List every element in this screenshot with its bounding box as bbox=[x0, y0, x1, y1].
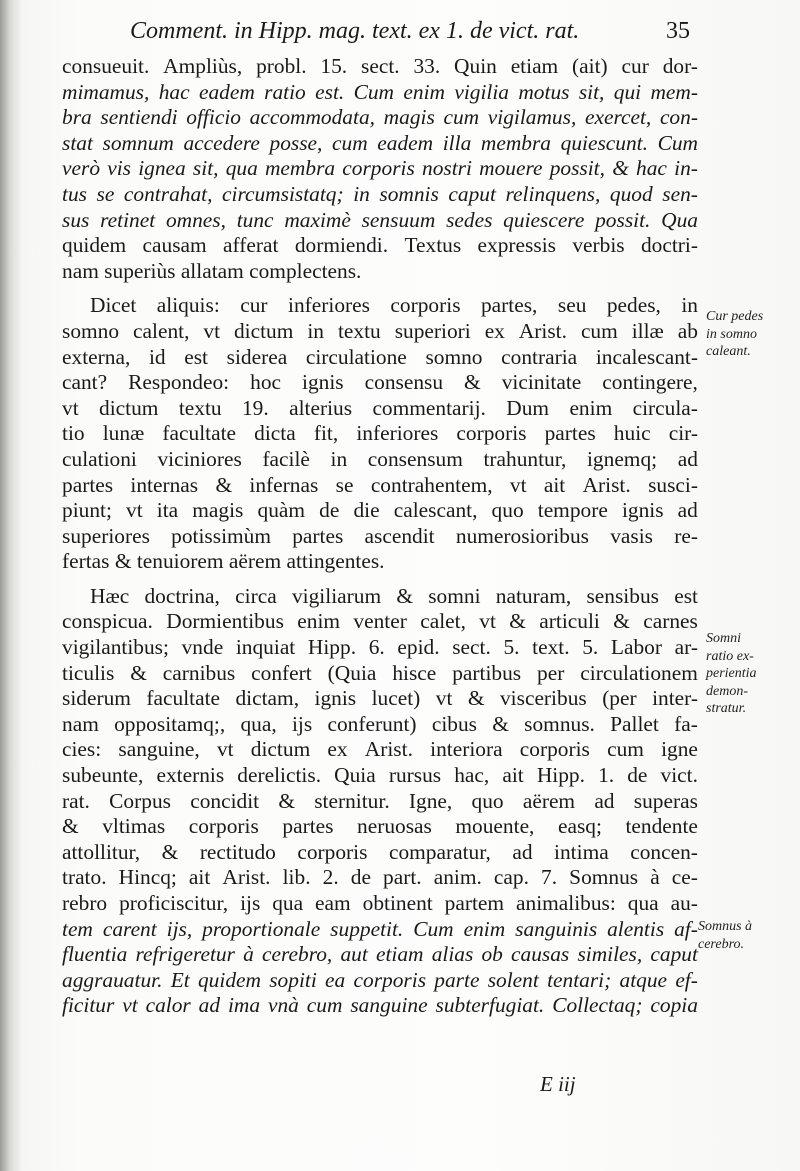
margin-note-line: ratio ex- bbox=[706, 648, 754, 664]
margin-note-line: perientia bbox=[706, 666, 757, 681]
text-line: Dicet aliquis: cur inferiores corporis partes, seu pedes, in bbox=[90, 293, 698, 318]
margin-note-somni-ratio bbox=[706, 630, 757, 718]
text-line: vigilantibus; vnde inquiat Hipp. 6. epid. sect. 5. text. 5. Labor ar- bbox=[62, 635, 698, 660]
margin-note-line: in somno bbox=[706, 326, 757, 342]
text-line: externa, id est siderea circulatione somno contraria incalescant- bbox=[62, 344, 698, 369]
margin-note-somnus-cerebro bbox=[698, 918, 752, 953]
text-line: culationi viciniores facilè in consensum trahuntur, ignemq; ad bbox=[62, 446, 698, 471]
text-line: quidem causam afferat dormiendi. Textus expressis verbis doctri- bbox=[62, 233, 698, 258]
text-line: rebro proficiscitur, ijs qua eam obtinent partem animalibus: qua au- bbox=[62, 891, 698, 915]
text-line: nam oppositamq;, qua, ijs conferunt) cibus & somnus. Pallet fa- bbox=[62, 711, 698, 736]
margin-note-line: Somnus à bbox=[698, 919, 753, 934]
margin-note-line: cerebro. bbox=[698, 936, 744, 952]
text-line: tem carent ijs, proportionale suppetit. Cum enim sanguinis alentis af- bbox=[62, 916, 698, 941]
margin-note-line: Somni bbox=[706, 631, 741, 646]
text-line: fluentia refrigeretur à cerebro, aut etiam alias ob causas similes, caput bbox=[62, 942, 698, 967]
text-line: partes internas & infernas se contrahentem, vt ait Arist. susci- bbox=[62, 472, 698, 497]
text-line: siderum facultate dictam, ignis lucet) vt & visceribus (per inter- bbox=[62, 686, 698, 711]
text-line: conspicua. Dormientibus enim venter calet, vt & articuli & carnes bbox=[62, 609, 698, 634]
signature-mark: E iij bbox=[540, 1072, 576, 1096]
margin-note-line: Cur pedes bbox=[706, 309, 764, 324]
text-line: superiores potissimùm partes ascendit numerosioribus vasis re- bbox=[62, 523, 698, 548]
text-line: bra sentiendi officio accommodata, magis cum vigilamus, exercet, con- bbox=[62, 105, 698, 130]
running-title: Comment. in Hipp. mag. text. ex 1. de vict. rat. bbox=[130, 18, 580, 44]
text-line: attollitur, & rectitudo corporis comparatur, ad intima concen- bbox=[62, 839, 698, 864]
text-line: rat. Corpus concidit & sternitur. Igne, quo aërem ad superas bbox=[62, 788, 698, 813]
text-line: cies: sanguine, vt dictum ex Arist. interiora corporis cum igne bbox=[62, 737, 698, 762]
text-line: trato. Hincq; ait Arist. lib. 2. de part. anim. cap. 7. Somnus à ce- bbox=[62, 865, 698, 890]
main-text bbox=[62, 54, 698, 1019]
text-line: tus se contrahat, circumsistatq; in somnis caput relinquens, quod sen- bbox=[62, 181, 698, 206]
running-header bbox=[130, 14, 690, 48]
text-line: ficitur vt calor ad ima vnà cum sanguine subterfugiat. Collectaq; copia bbox=[62, 993, 698, 1018]
margin-note-line: caleant. bbox=[706, 344, 751, 359]
text-line: fertas & tenuiorem aërem attingentes. bbox=[62, 549, 385, 574]
margin-note-cur-pedes bbox=[706, 308, 763, 361]
margin-note-line: demon- bbox=[706, 683, 748, 699]
text-line: tio lunæ facultate dicta fit, inferiores corporis partes huic cir- bbox=[62, 421, 698, 446]
text-line: stat somnum accedere posse, cum eadem illa membra quiescunt. Cum bbox=[62, 130, 698, 155]
text-line: cant? Respondeo: hoc ignis consensu & vicinitate contingere, bbox=[62, 370, 698, 395]
text-line: ticulis & carnibus confert (Quia hisce partibus per circulationem bbox=[62, 660, 698, 685]
paragraph-gap bbox=[62, 575, 698, 584]
margin-note-line: stratur. bbox=[706, 701, 747, 716]
text-line: nam superiùs allatam complectens. bbox=[62, 258, 362, 283]
text-line: somno calent, vt dictum in textu superiori ex Arist. cum illæ ab bbox=[62, 318, 698, 343]
paragraph-gap bbox=[62, 284, 698, 293]
text-line: aggrauatur. Et quidem sopiti ea corporis parte solent tentari; atque ef- bbox=[62, 967, 698, 992]
text-line: vt dictum textu 19. alterius commentarij. Dum enim circula- bbox=[62, 395, 698, 420]
text-line: sus retinet omnes, tunc maximè sensuum sedes quiescere possit. Qua bbox=[62, 207, 698, 232]
text-line: verò vis ignea sit, qua membra corporis nostri mouere possit, & hac in- bbox=[62, 156, 698, 181]
text-line: subeunte, externis derelictis. Quia rursus hac, ait Hipp. 1. de vict. bbox=[62, 763, 698, 788]
text-line: piunt; vt ita magis quàm de die calescant, quo tempore ignis ad bbox=[62, 498, 698, 523]
text-line: mimamus, hac eadem ratio est. Cum enim vigilia motus sit, qui mem- bbox=[62, 79, 698, 104]
text-line: & vltimas corporis partes neruosas mouente, easq; tendente bbox=[62, 814, 698, 839]
page-number: 35 bbox=[666, 18, 690, 44]
text-line: Hæc doctrina, circa vigiliarum & somni naturam, sensibus est bbox=[90, 583, 698, 608]
text-line: consueuit. Ampliùs, probl. 15. sect. 33. Quin etiam (ait) cur dor- bbox=[62, 54, 698, 78]
